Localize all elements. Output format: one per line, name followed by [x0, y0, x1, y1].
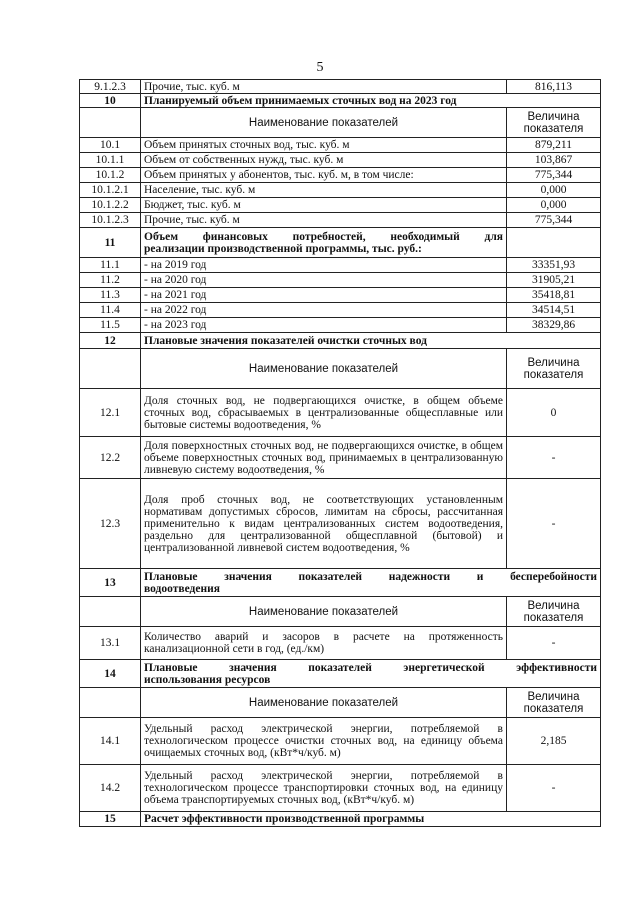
row-value: 775,344: [507, 168, 601, 183]
row-number: 11.5: [80, 318, 141, 333]
header-blank: [80, 688, 141, 718]
row-number: 14.1: [80, 718, 141, 765]
row-number: 10.1: [80, 138, 141, 153]
row-name: Бюджет, тыс. куб. м: [141, 198, 507, 213]
section-number: 15: [80, 812, 141, 827]
row-name: - на 2019 год: [141, 258, 507, 273]
header-value: [507, 108, 601, 138]
table-row: [80, 718, 601, 765]
row-number: 10.1.2.1: [80, 183, 141, 198]
header-value-line2: показателя: [523, 368, 584, 381]
table-row: [80, 80, 601, 94]
section-13-heading: [80, 569, 601, 597]
row-name: Объем принятых у абонентов, тыс. куб. м, в том числе:: [141, 168, 507, 183]
row-number: 12.1: [80, 389, 141, 437]
section-title-line2: реализации производственной программы, тыс. руб.:: [144, 242, 422, 255]
row-value: 103,867: [507, 153, 601, 168]
row-number: 11.2: [80, 273, 141, 288]
section-number: 11: [80, 228, 141, 258]
row-value: 0,000: [507, 183, 601, 198]
row-name: - на 2020 год: [141, 273, 507, 288]
header-blank: [80, 597, 141, 627]
row-number: 10.1.2.3: [80, 213, 141, 228]
section-title-line2: использования ресурсов: [144, 673, 271, 686]
row-name: Объем от собственных нужд, тыс. куб. м: [141, 153, 507, 168]
header-blank: [80, 349, 141, 389]
header-value: [507, 349, 601, 389]
section-13-header: [80, 597, 601, 627]
row-name: Объем принятых сточных вод, тыс. куб. м: [141, 138, 507, 153]
section-title: Плановые значения показателей очистки сточных вод: [141, 333, 601, 349]
header-value: [507, 597, 601, 627]
row-value: -: [507, 437, 601, 479]
table-row: [80, 303, 601, 318]
header-value-line1: Величина: [527, 690, 580, 703]
section-title-line1: Плановые значения показателей энергетической эффективности: [144, 661, 597, 674]
section-14-heading: [80, 660, 601, 688]
table-row: [80, 479, 601, 569]
table-row: [80, 389, 601, 437]
row-number: 12.3: [80, 479, 141, 569]
section-value-blank: [507, 228, 601, 258]
row-value: -: [507, 627, 601, 660]
section-title: Расчет эффективности производственной программы: [141, 812, 601, 827]
section-10-heading: [80, 94, 601, 108]
row-name: Количество аварий и засоров в расчете на протяженность канализационной сети в год, (ед./км): [141, 627, 507, 660]
row-name: - на 2021 год: [141, 288, 507, 303]
row-value: 35418,81: [507, 288, 601, 303]
row-number: 11.3: [80, 288, 141, 303]
section-11-heading: [80, 228, 601, 258]
section-title: [141, 228, 507, 258]
row-value: 879,211: [507, 138, 601, 153]
table-row: [80, 198, 601, 213]
row-name: Прочие, тыс. куб. м: [141, 213, 507, 228]
row-value: 31905,21: [507, 273, 601, 288]
row-value: 38329,86: [507, 318, 601, 333]
row-number: 10.1.2.2: [80, 198, 141, 213]
table-row: [80, 168, 601, 183]
header-value-line1: Величина: [527, 356, 580, 369]
row-name: Доля поверхностных сточных вод, не подвергающихся очистке, в общем объеме поверхностных сточных вод, принимаемых в централизованную ливневую систему водоотведения, %: [141, 437, 507, 479]
header-value-line2: показателя: [523, 702, 584, 715]
row-value: 34514,51: [507, 303, 601, 318]
section-title-line1: Объем финансовых потребностей, необходимый для: [144, 230, 503, 243]
table-row: [80, 288, 601, 303]
row-name: Удельный расход электрической энергии, потребляемой в технологическом процессе транспортировки сточных вод, на единицу объема транспортируемых сточных вод, (кВт*ч/куб. м): [141, 765, 507, 812]
row-name: Доля сточных вод, не подвергающихся очистке, в общем объеме сточных вод, сбрасываемых в централизованные общесплавные или бытовые системы водоотведения, %: [141, 389, 507, 437]
row-name: Доля проб сточных вод, не соответствующих установленным нормативам допустимых сбросов, лимитам на сбросы, рассчитанная применительно к видам централизованных систем водоотведения, раздельно для централизованной общесплавной (бытовой) и централизованной ливневой систем водоотведения, %: [141, 479, 507, 569]
table-row: [80, 213, 601, 228]
section-number: 12: [80, 333, 141, 349]
section-title: Планируемый объем принимаемых сточных вод на 2023 год: [141, 94, 601, 108]
section-title-line2: водоотведения: [144, 582, 220, 595]
table-row: [80, 258, 601, 273]
row-value: 816,113: [507, 80, 601, 94]
section-12-heading: [80, 333, 601, 349]
table-row: [80, 138, 601, 153]
section-number: 14: [80, 660, 141, 688]
header-value-line2: показателя: [523, 611, 584, 624]
section-number: 10: [80, 94, 141, 108]
section-15-heading: [80, 812, 601, 827]
row-value: 0,000: [507, 198, 601, 213]
row-name: - на 2023 год: [141, 318, 507, 333]
section-number: 13: [80, 569, 141, 597]
table-row: [80, 318, 601, 333]
header-name: Наименование показателей: [141, 597, 507, 627]
row-value: 33351,93: [507, 258, 601, 273]
section-title-line1: Плановые значения показателей надежности и бесперебойности: [144, 570, 597, 583]
row-number: 10.1.2: [80, 168, 141, 183]
section-10-header: [80, 108, 601, 138]
production-program-table: [79, 79, 601, 827]
table-row: [80, 765, 601, 812]
row-name: - на 2022 год: [141, 303, 507, 318]
table-row: [80, 183, 601, 198]
section-14-header: [80, 688, 601, 718]
table-row: [80, 437, 601, 479]
header-name: Наименование показателей: [141, 688, 507, 718]
row-value: 775,344: [507, 213, 601, 228]
row-value: 0: [507, 389, 601, 437]
row-number: 14.2: [80, 765, 141, 812]
header-blank: [80, 108, 141, 138]
header-value-line1: Величина: [527, 110, 580, 123]
table-row: [80, 153, 601, 168]
row-name: Прочие, тыс. куб. м: [141, 80, 507, 94]
page-number: 5: [316, 60, 324, 75]
table-row: [80, 273, 601, 288]
row-value: -: [507, 765, 601, 812]
header-name: Наименование показателей: [141, 349, 507, 389]
section-title: [141, 660, 601, 688]
row-name: Удельный расход электрической энергии, потребляемой в технологическом процессе очистки сточных вод, на единицу объема очищаемых сточных вод, (кВт*ч/куб. м): [141, 718, 507, 765]
header-name: Наименование показателей: [141, 108, 507, 138]
row-number: 9.1.2.3: [80, 80, 141, 94]
section-12-header: [80, 349, 601, 389]
row-number: 11.1: [80, 258, 141, 273]
header-value: [507, 688, 601, 718]
row-number: 12.2: [80, 437, 141, 479]
section-title: [141, 569, 601, 597]
row-number: 11.4: [80, 303, 141, 318]
header-value-line2: показателя: [523, 122, 584, 135]
row-name: Население, тыс. куб. м: [141, 183, 507, 198]
table-row: [80, 627, 601, 660]
row-value: 2,185: [507, 718, 601, 765]
row-value: -: [507, 479, 601, 569]
header-value-line1: Величина: [527, 599, 580, 612]
row-number: 10.1.1: [80, 153, 141, 168]
row-number: 13.1: [80, 627, 141, 660]
